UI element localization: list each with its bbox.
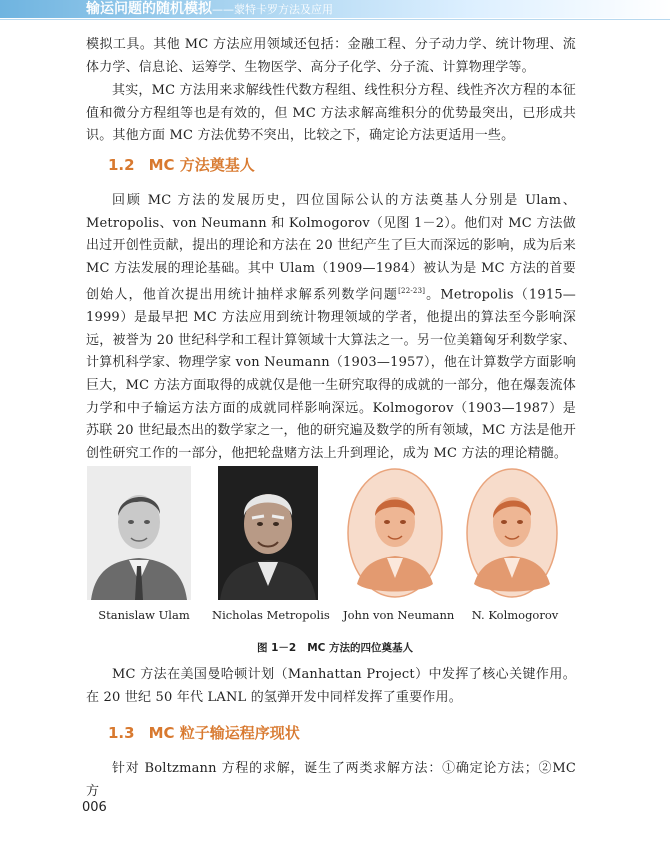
header-subtitle: ——蒙特卡罗方法及应用	[212, 3, 333, 16]
figure-caption-number: 图 1－2	[256, 642, 297, 654]
photo-kolmogorov	[466, 466, 558, 604]
paragraph-3	[86, 190, 576, 465]
paragraph-2: 其实，MC 方法用来求解线性代数方程组、线性积分方程、线性齐次方程的本征值和微分方程组等也是有效的，但 MC 方法求解高维积分的优势最突出，已形成共识。其他方面 MC 方法优势不突出，比较之下，确定论方法更适用一些。	[86, 83, 576, 144]
paragraph-4: MC 方法在美国曼哈顿计划（Manhattan Project）中发挥了核心关键作用。在 20 世纪 50 年代 LANL 的氢弹开发中同样发挥了重要作用。	[86, 667, 576, 705]
photo-ulam	[87, 466, 191, 604]
section-title: MC 方法奠基人	[148, 156, 255, 174]
section-number: 1.2	[108, 156, 135, 174]
photo-name-ulam: Stanislaw Ulam	[98, 608, 190, 622]
header-rule	[0, 19, 670, 20]
figure-caption	[0, 640, 670, 655]
header-title-line	[86, 0, 333, 19]
photo-metropolis	[218, 466, 318, 604]
photo-name-metropolis: Nicholas Metropolis	[212, 608, 330, 622]
page-number: 006	[82, 800, 107, 815]
photo-name-kolmogorov: N. Kolmogorov	[471, 608, 559, 622]
photo-name-von-neumann: John von Neumann	[343, 608, 455, 622]
running-header	[0, 0, 670, 22]
photo-von-neumann	[347, 466, 443, 604]
section-number: 1.3	[108, 724, 135, 742]
citation-ref: [22-23]	[398, 287, 426, 296]
paragraph-1: 模拟工具。其他 MC 方法应用领域还包括：金融工程、分子动力学、统计物理、流体力学、信息论、运筹学、生物医学、高分子化学、分子流、计算物理学等。	[86, 37, 576, 75]
section-heading-1-2	[108, 154, 255, 175]
paragraph-3-part-a: 回顾 MC 方法的发展历史，四位国际公认的方法奠基人分别是 Ulam、Metropolis、von Neumann 和 Kolmogorov（见图 1－2）。他们对 MC 方法做出过开创性贡献，提出的理论和方法在 20 世纪产生了巨大而深远的影响，成为后来 MC 方法发展的理论基础。其中 Ulam（1909—1984）被认为是 MC 方法的首要创始人，他首次提出用统计抽样求解系列数学问题	[86, 193, 576, 303]
header-title: 输运问题的随机模拟	[86, 1, 212, 17]
section-heading-1-3	[108, 722, 300, 743]
figure-caption-text: MC 方法的四位奠基人	[307, 642, 414, 654]
section-title: MC 粒子输运程序现状	[148, 724, 300, 742]
paragraph-3-part-b: 。Metropolis（1915—1999）是最早把 MC 方法应用到统计物理领域的学者，他提出的算法至今影响深远，被誉为 20 世纪科学和工程计算领域十大算法之一。另一位美籍匈牙利数学家、计算机科学家、物理学家 von Neumann（1903—1957），他在计算数学方面影响巨大，MC 方法方面取得的成就仅是他一生研究取得的成就的一部分，他在爆轰流体力学和中子输运方法方面的成就同样影响深远。Kolmogorov（1903—1987）是苏联 20 世纪最杰出的数学家之一，他的研究遍及数学的所有领域，MC 方法是他开创性研究工作的一部分，他把轮盘赌方法上升到理论，成为 MC 方法的理论精髓。	[86, 287, 576, 461]
paragraph-5: 针对 Boltzmann 方程的求解，诞生了两类求解方法：①确定论方法；②MC 方	[86, 761, 576, 799]
